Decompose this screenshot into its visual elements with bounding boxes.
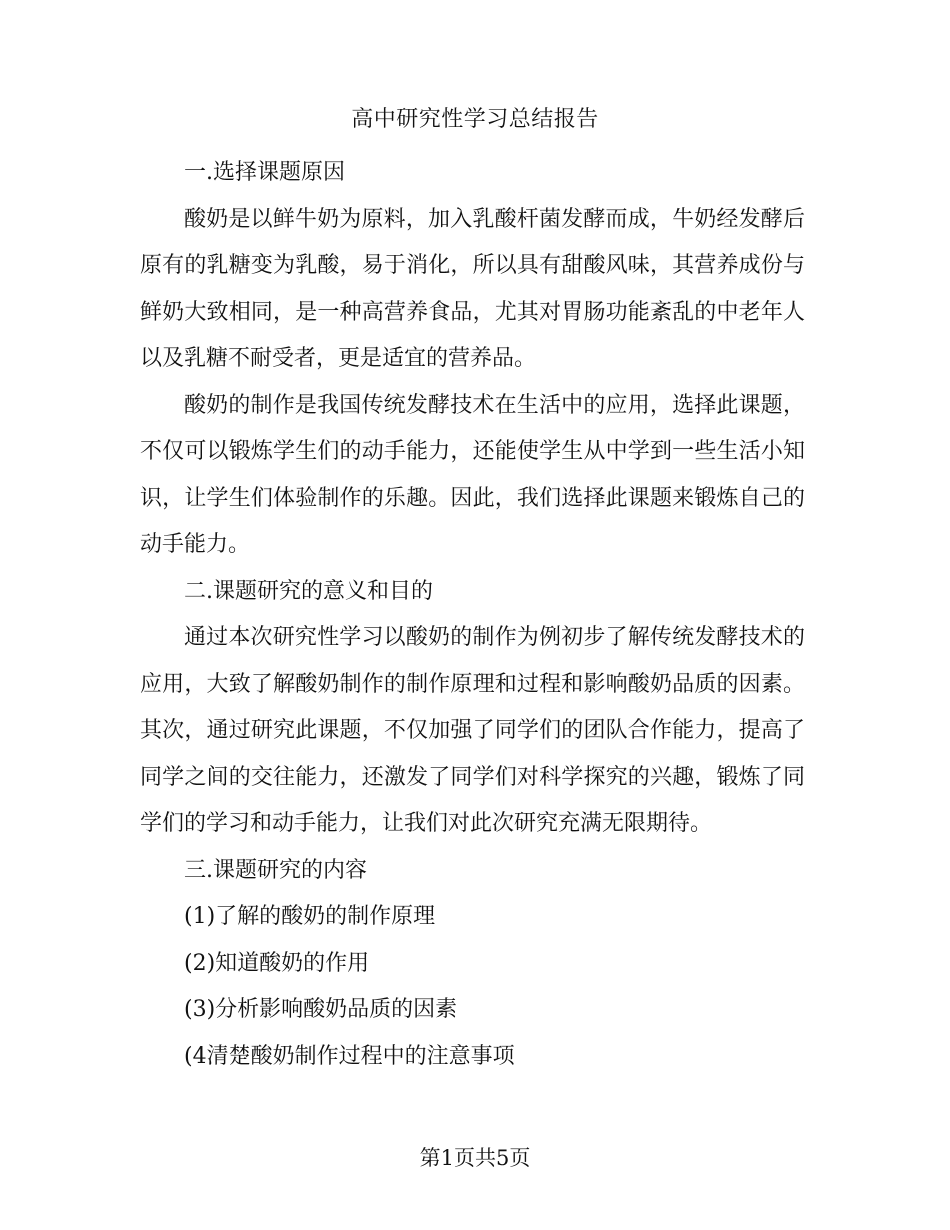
section-heading-1: 一.选择课题原因 (184, 160, 345, 185)
page-number-footer: 第1页共5页 (419, 1146, 531, 1170)
section-1-paragraph-2: 酸奶的制作是我国传统发酵技术在生活中的应用，选择此课题，不仅可以锻炼学生们的动手能力，还能使学生从中学到一些生活小知识，让学生们体验制作的乐趣。因此，我们选择此课题来锻炼自己的动手能力。 (140, 392, 805, 557)
list-item: (3)分析影响酸奶品质的因素 (184, 997, 458, 1022)
list-item: (2)知道酸奶的作用 (184, 950, 370, 976)
list-item: (1)了解的酸奶的制作原理 (184, 904, 436, 929)
document-title: 高中研究性学习总结报告 (351, 107, 599, 132)
section-heading-3: 三.课题研究的内容 (184, 857, 367, 883)
section-1-paragraph-1: 酸奶是以鲜牛奶为原料，加入乳酸杆菌发酵而成，牛奶经发酵后原有的乳糖变为乳酸，易于消化，所以具有甜酸风味，其营养成份与鲜奶大致相同，是一种高营养食品，尤其对胃肠功能紊乱的中老年人以及乳糖不耐受者，更是适宜的营养品。 (140, 206, 805, 371)
document-body (140, 150, 805, 1080)
section-heading-2: 二.课题研究的意义和目的 (184, 578, 433, 604)
section-2-paragraph-1: 通过本次研究性学习以酸奶的制作为例初步了解传统发酵技术的应用，大致了解酸奶制作的制作原理和过程和影响酸奶品质的因素。其次，通过研究此课题，不仅加强了同学们的团队合作能力，提高了同学之间的交往能力，还激发了同学们对科学探究的兴趣，锻炼了同学们的学习和动手能力，让我们对此次研究充满无限期待。 (140, 625, 805, 836)
list-item: (4清楚酸奶制作过程中的注意事项 (184, 1043, 515, 1069)
